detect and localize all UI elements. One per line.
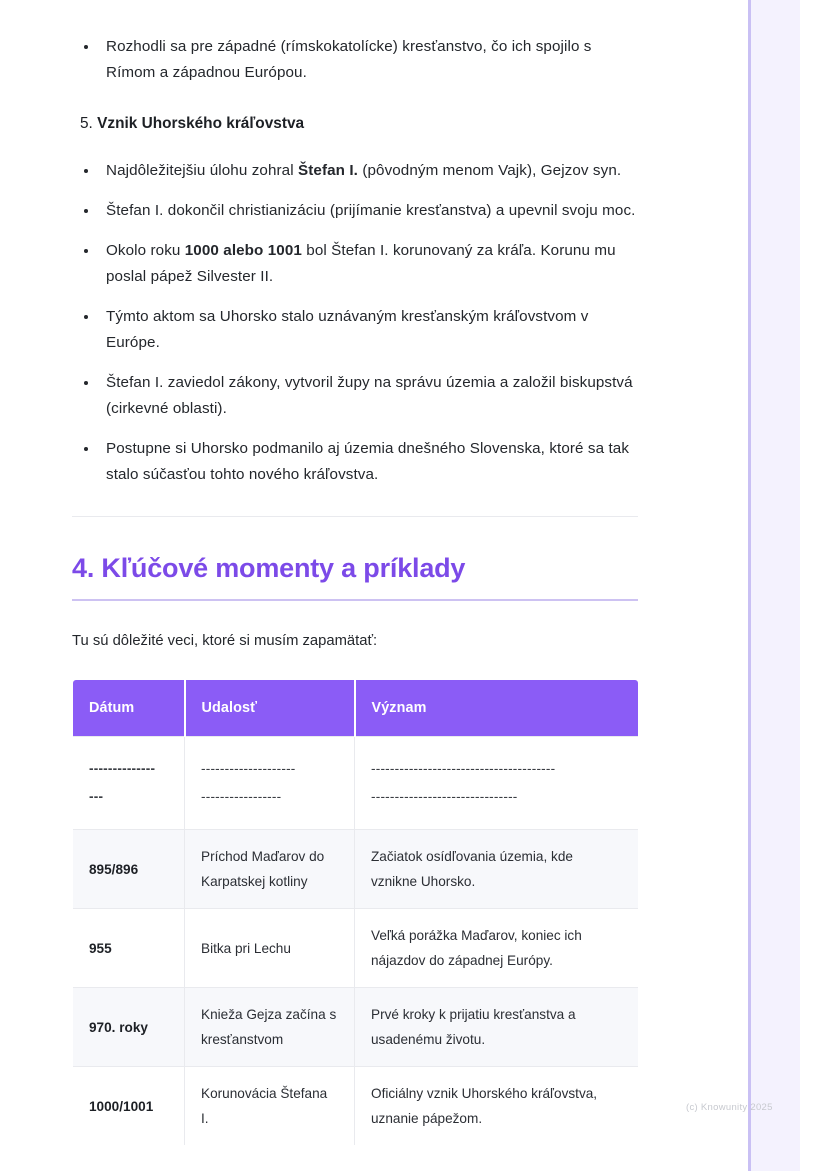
table-body [73, 737, 639, 1146]
separator-line-1: -------------- [89, 761, 156, 776]
list-item [72, 238, 638, 290]
list-item [72, 158, 638, 184]
list-item [72, 436, 638, 488]
table-header [73, 680, 639, 737]
bullet-text: Rozhodli sa pre západné (rímskokatolícke) kresťanstvo, čo ich spojilo s Rímom a západnou Európou. [106, 38, 592, 81]
bullet-text: Postupne si Uhorsko podmanilo aj územia dnešného Slovenska, ktoré sa tak stalo súčasťou tohto nového kráľovstva. [106, 440, 630, 483]
separator-line-2: ------------------------------- [371, 789, 518, 804]
table-cell-separator [73, 737, 185, 830]
bullet-text: Štefan I. dokončil christianizáciu (prijímanie kresťanstva) a upevnil svoju moc. [106, 202, 636, 219]
numbered-heading-number: 5. [80, 115, 93, 132]
bullet-text-emphasis: Štefan I. [298, 162, 358, 179]
table-cell: Knieža Gejza začína s kresťanstvom [185, 988, 355, 1067]
table-row [73, 737, 639, 830]
table-row [73, 909, 639, 988]
list-item [72, 370, 638, 422]
separator-line-2: ----------------- [201, 789, 282, 804]
numbered-heading-5 [72, 112, 638, 136]
table-row [73, 1067, 639, 1146]
table-cell: Prvé kroky k prijatiu kresťanstva a usadenému životu. [355, 988, 639, 1067]
list-item [72, 304, 638, 356]
table-cell: 1000/1001 [73, 1067, 185, 1146]
table-cell: Oficiálny vznik Uhorského kráľovstva, uznanie pápežom. [355, 1067, 639, 1146]
table-row [73, 830, 639, 909]
key-moments-table [72, 679, 639, 1146]
numbered-heading-title: Vznik Uhorského kráľovstva [97, 115, 305, 132]
bullet-text: Týmto aktom sa Uhorsko stalo uznávaným kresťanským kráľovstvom v Európe. [106, 308, 589, 351]
separator-line-1: -------------------- [201, 761, 296, 776]
section-divider [72, 516, 638, 517]
bullet-text: Najdôležitejšiu úlohu zohral [106, 162, 299, 179]
table-header-cell-event: Udalosť [185, 680, 355, 737]
table-cell: Začiatok osídľovania územia, kde vznikne Uhorsko. [355, 830, 639, 909]
table-cell: Príchod Maďarov do Karpatskej kotliny [185, 830, 355, 909]
separator-line-1: --------------------------------------- [371, 761, 556, 776]
table-cell: 970. roky [73, 988, 185, 1067]
table-cell: Bitka pri Lechu [185, 909, 355, 988]
table-cell: Korunovácia Štefana I. [185, 1067, 355, 1146]
table-cell-separator [185, 737, 355, 830]
intro-bullet-list [72, 34, 638, 86]
watermark: (c) Knowunity 2025 [686, 1102, 773, 1113]
bullet-text: Okolo roku [106, 242, 185, 259]
table-header-row [73, 680, 639, 737]
list-item [72, 198, 638, 224]
list-item [72, 34, 638, 86]
table-header-cell-date: Dátum [73, 680, 185, 737]
table-row [73, 988, 639, 1067]
page-title: 4. Kľúčové momenty a príklady [72, 553, 466, 583]
bullet-text-emphasis: 1000 alebo 1001 [184, 242, 302, 259]
table-cell: 955 [73, 909, 185, 988]
table-header-cell-meaning: Význam [355, 680, 639, 737]
table-cell: 895/896 [73, 830, 185, 909]
table-cell: Veľká porážka Maďarov, koniec ich nájazdov do západnej Európy. [355, 909, 639, 988]
section-lead-text: Tu sú dôležité veci, ktoré si musím zapamätať: [72, 633, 378, 649]
table-cell-separator [355, 737, 639, 830]
bullet-text-tail: (pôvodným menom Vajk), Gejzov syn. [358, 162, 622, 179]
separator-line-2: --- [89, 789, 104, 804]
bullet-text: Štefan I. zaviedol zákony, vytvoril župy na správu územia a založil biskupstvá (cirkevné oblasti). [106, 374, 633, 417]
title-underline [72, 599, 638, 601]
bullet-text-tail: bol Štefan I. korunovaný za kráľa. Korunu mu poslal pápež Silvester II. [106, 242, 616, 285]
section5-bullet-list [72, 158, 638, 488]
right-side-panel [748, 0, 800, 1171]
